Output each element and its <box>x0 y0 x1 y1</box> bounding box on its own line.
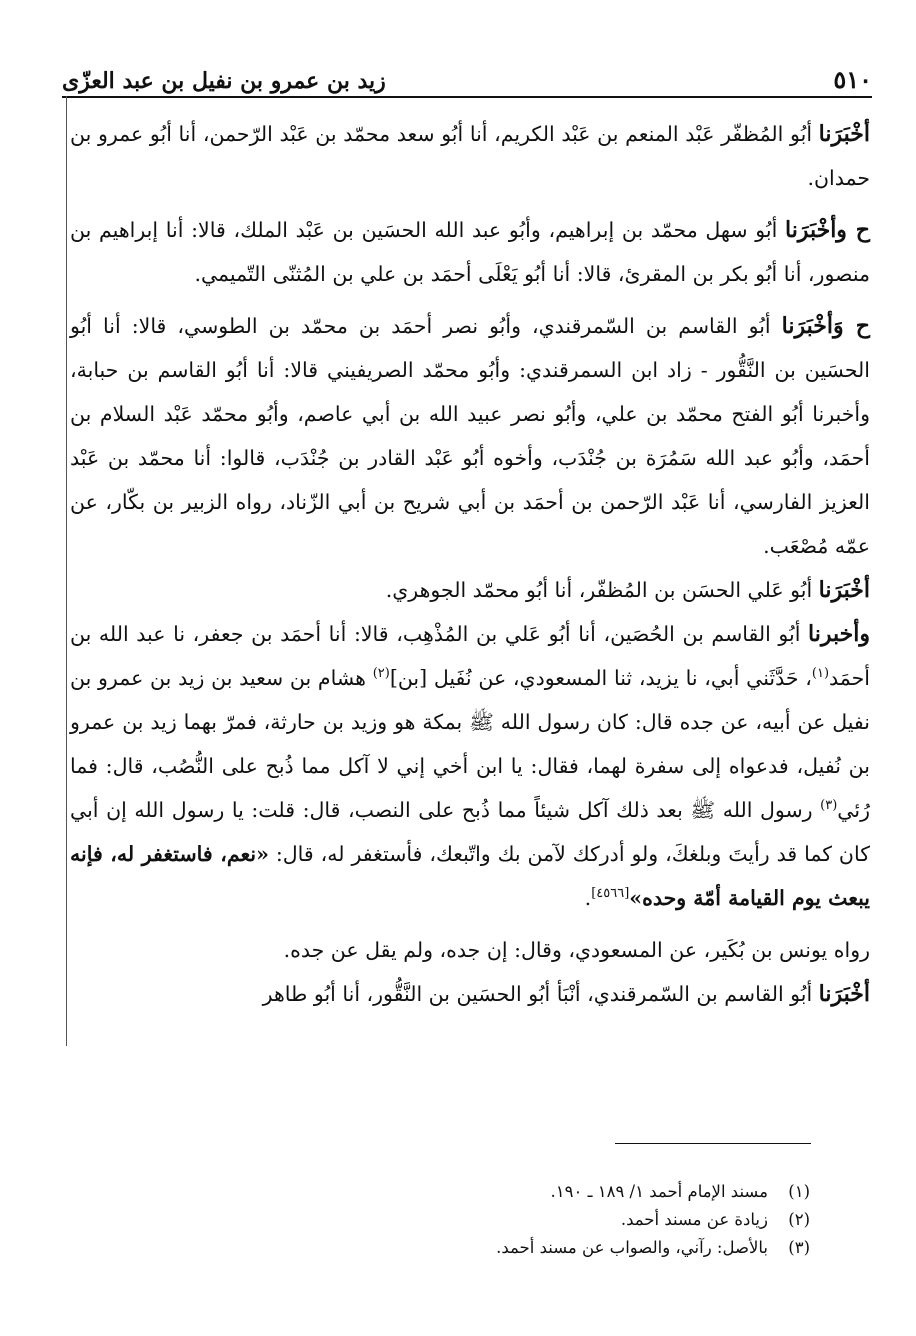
footnote-ref-2[interactable]: (٢) <box>372 666 390 682</box>
paragraph-4 <box>70 568 870 612</box>
paragraph-text: رسول الله ﷺ بعد ذلك آكل شيئاً مما ذُبح على النصب، قال: قلت: يا رسول الله إن أبي كان كما قد رأيتَ وبلغكَ، ولو أدركك لآمن بك واتّبعك، فأستغفر له، قال: <box>70 798 870 866</box>
footnote-number: (١) <box>788 1182 810 1201</box>
paragraph-5 <box>70 612 870 920</box>
footnote-text: زيادة عن مسند أحمد. <box>620 1210 768 1229</box>
paragraph-7 <box>70 972 870 1016</box>
footnote-text: بالأصل: رآني، والصواب عن مسند أحمد. <box>496 1238 768 1257</box>
paragraph-text: رواه يونس بن بُكَير، عن المسعودي، وقال: إن جده، ولم يقل عن جده. <box>283 938 870 962</box>
hadith-number: [٤٥٦٦] <box>591 886 630 902</box>
paragraph-text: أبُو القاسم بن السّمرقندي، وأبُو نصر أحمَد بن محمّد بن الطوسي، قالا: أنا أبُو الحسَين بن النَّقُّور - زاد ابن السمرقندي: وأبُو محمّد الصريفيني قالا: أنا أبُو القاسم بن حبابة، وأخبرنا أبُو الفتح محمّد بن علي، وأبُو نصر عبيد الله بن أبي عاصم، وأبُو محمّد عَبْد السلام بن أحمَد، وأبُو عبد الله سَمُرَة بن جُنْدَب، وأخوه أبُو عَبْد القادر بن جُنْدَب، قالوا: أنا محمّد بن عَبْد العزيز الفارسي، أنا عَبْد الرّحمن بن أحمَد بن أبي شريح بن أبي الزّناد، رواه الزبير بن بكّار، عن عمّه مُصْعَب. <box>70 314 870 558</box>
ha-prefix: ح <box>843 313 870 339</box>
paragraph-2 <box>70 208 870 296</box>
margin-rule <box>66 96 67 1046</box>
footnote-2 <box>300 1206 810 1234</box>
lead-word: وَأخْبَرَنا <box>781 313 844 339</box>
footnote-text: مسند الإمام أحمد ١/ ١٨٩ ـ ١٩٠. <box>550 1182 768 1201</box>
paragraph-text: أبُو القاسم بن السّمرقندي، أنْبَأ أبُو الحسَين بن النَّقُّور، أنا أبُو طاهر <box>262 982 819 1006</box>
main-text <box>70 112 870 1016</box>
page-header <box>62 60 872 98</box>
paragraph-text: هشام بن سعيد بن زيد بن عمرو بن نفيل عن أبيه، عن جده قال: كان رسول الله ﷺ بمكة هو وزيد بن حارثة، فمرّ بهما زيد بن عمرو بن نُفيل، فدعواه إلى سفرة لهما، فقال: يا ابن أخي إني لا آكل مما ذُبح على النُّصُب، قال: فما رُئي <box>70 666 870 822</box>
footnote-number: (٢) <box>788 1210 810 1229</box>
paragraph-text: أبُو المُظفّر عَبْد المنعم بن عَبْد الكريم، أنا أبُو سعد محمّد بن عَبْد الرّحمن، أنا أبُو عمرو بن حمدان. <box>70 122 870 190</box>
paragraph-6 <box>70 928 870 972</box>
footnote-number: (٣) <box>788 1238 810 1257</box>
lead-word: أخْبَرَنا <box>818 981 870 1007</box>
footnote-1 <box>300 1178 810 1206</box>
paragraph-end: . <box>584 886 592 910</box>
paragraph-text: ، حَدَّثَني أبي، نا يزيد، ثنا المسعودي، عن نُفَيل [بن] <box>389 666 812 690</box>
page-number: ٥١٠ <box>833 65 872 94</box>
lead-word: أخْبَرَنا <box>818 121 870 147</box>
paragraph-text: أبُو سهل محمّد بن إبراهيم، وأبُو عبد الله الحسَين بن عَبْد الملك، قالا: أنا إبراهيم بن منصور، أنا أبُو بكر بن المقرئ، قالا: أنا أبُو يَعْلَى أحمَد بن علي بن المُثنّى التّميمي. <box>70 218 870 286</box>
running-title: زيد بن عمرو بن نفيل بن عبد العزّى <box>62 68 386 94</box>
footnote-ref-1[interactable]: (١) <box>811 666 830 682</box>
footnotes <box>300 1178 810 1262</box>
footnote-3 <box>300 1234 810 1262</box>
hadith-quote: «نعم، فاستغفر له، فإنه يبعث يوم القيامة أمّة وحده» <box>70 842 870 910</box>
paragraph-text: أبُو عَلي الحسَن بن المُظفّر، أنا أبُو محمّد الجوهري. <box>385 578 819 602</box>
footnote-ref-3[interactable]: (٣) <box>820 798 838 814</box>
paragraph-3 <box>70 304 870 568</box>
footnote-separator <box>615 1143 811 1144</box>
lead-word: أخْبَرَنا <box>818 577 870 603</box>
lead-word: وأخْبَرَنا <box>784 217 847 243</box>
paragraph-1 <box>70 112 870 200</box>
paragraph-text: أبُو القاسم بن الحُصَين، أنا أبُو عَلي بن المُذْهِب، قالا: أنا أحمَد بن جعفر، نا عبد الله بن أحمَد <box>70 622 870 690</box>
lead-word: وأخبرنا <box>808 621 870 647</box>
ha-prefix: ح <box>846 217 870 243</box>
